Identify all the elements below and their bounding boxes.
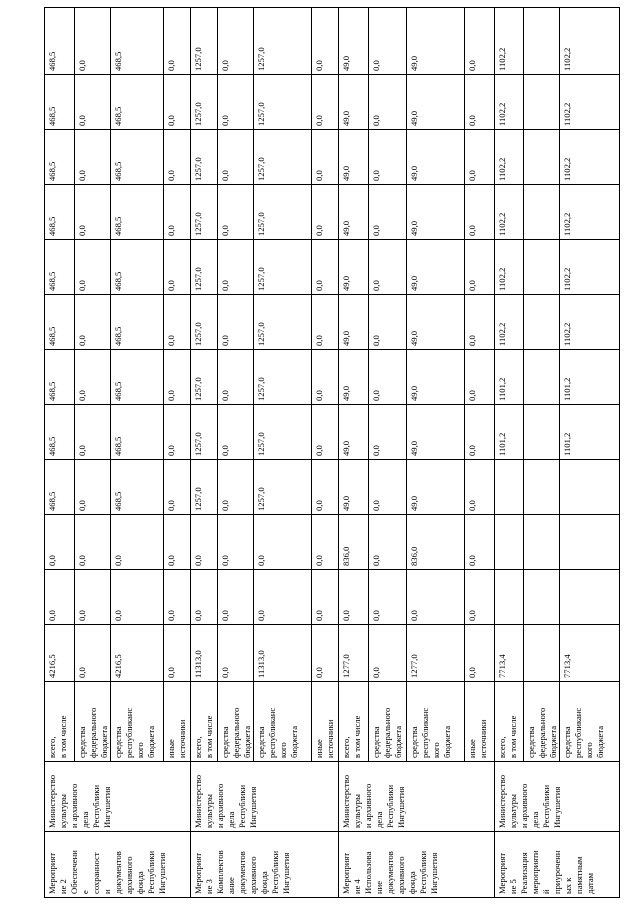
funding-source-cell [164,682,191,762]
amount-cell: 49,0 [339,130,369,185]
amount-cell [524,240,560,295]
amount-cell: 1277,0 [339,625,369,682]
amount-cell: 0,0 [369,240,407,295]
funding-source-cell [495,682,524,762]
funding-source-cell [75,682,111,762]
amount-cell: 0,0 [312,8,339,75]
amount-cell: 49,0 [339,185,369,240]
amount-cell: 0,0 [111,515,164,570]
amount-cell: 0,0 [339,570,369,625]
amount-cell: 0,0 [465,240,495,295]
amount-cell: 49,0 [339,295,369,350]
amount-cell: 468,5 [111,295,164,350]
amount-cell: 0,0 [75,350,111,405]
amount-cell: 1257,0 [191,460,218,515]
measure-name: Мероприят ие 2 Обеспечени e сохранност и документов архивного фонда Республики Ингушетия [47,850,167,894]
amount-cell: 4216,5 [45,625,75,682]
amount-cell: 468,5 [111,75,164,130]
measure-name-cell [339,832,495,898]
amount-cell: 468,5 [45,75,75,130]
amount-cell: 0,0 [218,295,254,350]
amount-cell: 1257,0 [191,405,218,460]
amount-cell: 7713,4 [495,625,524,682]
amount-cell [524,8,560,75]
funding-source: средства федерального бюджета [371,707,403,758]
amount-cell: 0,0 [75,75,111,130]
funding-source: всего, в том числе [193,715,214,758]
table-row [495,8,524,898]
executor-name: Министерство культуры и архивного дела Республики Ингушетия [193,775,258,828]
amount-cell: 1257,0 [254,405,312,460]
amount-cell [524,405,560,460]
amount-cell: 0,0 [218,75,254,130]
amount-cell: 0,0 [369,185,407,240]
executor-name: Министерство культуры и архивного дела Республики Ингушетия [47,775,112,828]
amount-cell: 0,0 [164,295,191,350]
amount-cell [495,515,524,570]
amount-cell: 0,0 [164,240,191,295]
funding-source: иные источники [166,719,187,758]
amount-cell: 836,0 [407,515,465,570]
amount-cell: 49,0 [407,75,465,130]
funding-source-cell [45,682,75,762]
amount-cell: 1102,2 [560,185,620,240]
amount-cell [495,570,524,625]
amount-cell: 0,0 [191,570,218,625]
amount-cell: 0,0 [465,75,495,130]
amount-cell: 1257,0 [191,130,218,185]
amount-cell: 0,0 [218,185,254,240]
amount-cell: 0,0 [75,515,111,570]
amount-cell: 0,0 [465,515,495,570]
amount-cell: 1102,2 [560,295,620,350]
funding-source: средства республиканс кого бюджета [409,707,452,758]
amount-cell: 0,0 [465,405,495,460]
amount-cell: 0,0 [465,185,495,240]
amount-cell: 0,0 [369,75,407,130]
funding-source-cell [465,682,495,762]
amount-cell: 0,0 [312,240,339,295]
amount-cell: 1257,0 [191,240,218,295]
amount-cell: 0,0 [369,8,407,75]
amount-cell: 0,0 [369,405,407,460]
measure-name-cell [495,832,620,898]
amount-cell: 1101,2 [495,405,524,460]
amount-cell: 1257,0 [254,8,312,75]
amount-cell: 0,0 [111,570,164,625]
amount-cell: 1257,0 [254,185,312,240]
amount-cell: 1102,2 [560,8,620,75]
executor-name: Министерство культуры и архивного дела Республики Ингушетия [497,775,562,828]
amount-cell: 0,0 [164,75,191,130]
amount-cell: 0,0 [254,515,312,570]
amount-cell: 0,0 [407,570,465,625]
amount-cell: 468,5 [45,405,75,460]
funding-source: средства республиканс кого бюджета [113,707,156,758]
amount-cell: 0,0 [164,460,191,515]
amount-cell: 468,5 [111,240,164,295]
amount-cell: 0,0 [218,8,254,75]
funding-source: средства республиканс кого бюджета [562,707,605,758]
amount-cell: 11313,0 [191,625,218,682]
amount-cell: 1102,2 [495,8,524,75]
amount-cell [524,185,560,240]
amount-cell: 1102,2 [495,295,524,350]
measure-name-cell [45,832,191,898]
amount-cell: 1257,0 [254,240,312,295]
amount-cell: 4216,5 [111,625,164,682]
amount-cell: 0,0 [191,515,218,570]
amount-cell: 0,0 [254,570,312,625]
amount-cell: 1102,2 [495,75,524,130]
amount-cell: 0,0 [75,8,111,75]
funding-source-cell [111,682,164,762]
amount-cell [524,75,560,130]
amount-cell: 1277,0 [407,625,465,682]
amount-cell: 0,0 [312,405,339,460]
amount-cell: 1257,0 [191,8,218,75]
measure-name: Мероприят ие 5 Реализация мероприяти й приуроченн ых к памятным датам [497,850,595,894]
amount-cell: 0,0 [369,625,407,682]
amount-cell: 0,0 [164,625,191,682]
amount-cell: 49,0 [407,460,465,515]
funding-source: иные источники [314,719,335,758]
table-row [45,8,75,898]
amount-cell: 0,0 [218,405,254,460]
measure-name: Мероприят ие 4 Использова ние документов архивного фонда Республики Ингушетия [341,850,439,894]
amount-cell: 1102,2 [495,185,524,240]
amount-cell: 0,0 [312,75,339,130]
amount-cell: 0,0 [369,130,407,185]
amount-cell: 0,0 [312,515,339,570]
amount-cell: 468,5 [111,185,164,240]
amount-cell: 0,0 [218,460,254,515]
amount-cell [524,295,560,350]
amount-cell: 49,0 [407,185,465,240]
amount-cell: 0,0 [164,130,191,185]
amount-cell: 468,5 [111,350,164,405]
amount-cell: 0,0 [218,350,254,405]
amount-cell [524,350,560,405]
amount-cell: 1102,2 [495,240,524,295]
executor-cell [191,762,339,832]
amount-cell: 468,5 [45,460,75,515]
amount-cell: 1257,0 [254,350,312,405]
executor-cell [45,762,191,832]
amount-cell: 49,0 [339,8,369,75]
amount-cell: 49,0 [407,8,465,75]
amount-cell: 0,0 [164,570,191,625]
amount-cell: 1101,2 [560,350,620,405]
executor-name: Министерство культуры и архивного дела Республики Ингушетия [341,775,406,828]
amount-cell: 836,0 [339,515,369,570]
funding-source-cell [560,682,620,762]
amount-cell: 11313,0 [254,625,312,682]
amount-cell: 0,0 [75,130,111,185]
amount-cell: 0,0 [465,350,495,405]
funding-source-cell [339,682,369,762]
amount-cell: 0,0 [164,350,191,405]
amount-cell: 0,0 [75,240,111,295]
budget-table [44,7,620,898]
amount-cell: 49,0 [407,130,465,185]
amount-cell: 0,0 [45,515,75,570]
amount-cell: 468,5 [45,240,75,295]
amount-cell: 0,0 [465,570,495,625]
amount-cell: 1257,0 [254,460,312,515]
amount-cell: 49,0 [407,405,465,460]
measure-name-cell [191,832,339,898]
amount-cell: 7713,4 [560,625,620,682]
amount-cell: 468,5 [45,130,75,185]
funding-source-cell [407,682,465,762]
funding-source-cell [218,682,254,762]
amount-cell [560,460,620,515]
amount-cell: 0,0 [75,460,111,515]
amount-cell: 0,0 [218,570,254,625]
amount-cell: 0,0 [369,350,407,405]
funding-source-cell [369,682,407,762]
amount-cell: 1257,0 [254,75,312,130]
amount-cell [524,460,560,515]
amount-cell: 1257,0 [191,185,218,240]
amount-cell: 0,0 [218,515,254,570]
amount-cell [524,570,560,625]
executor-cell [339,762,495,832]
amount-cell: 0,0 [312,185,339,240]
amount-cell: 0,0 [45,570,75,625]
amount-cell [560,515,620,570]
amount-cell: 0,0 [312,295,339,350]
amount-cell: 468,5 [45,8,75,75]
executor-cell [495,762,620,832]
amount-cell: 0,0 [465,8,495,75]
amount-cell: 1257,0 [191,295,218,350]
amount-cell: 0,0 [75,185,111,240]
amount-cell: 0,0 [164,185,191,240]
amount-cell: 0,0 [164,405,191,460]
amount-cell [560,570,620,625]
funding-source: всего, в том числе [341,715,362,758]
amount-cell: 49,0 [407,295,465,350]
funding-source: всего, в том числе [497,715,518,758]
funding-source: иные источники [467,719,488,758]
amount-cell: 1257,0 [191,350,218,405]
amount-cell: 1101,2 [495,350,524,405]
amount-cell: 49,0 [339,75,369,130]
amount-cell: 0,0 [75,405,111,460]
funding-source-cell [191,682,218,762]
amount-cell: 0,0 [218,130,254,185]
amount-cell: 0,0 [312,350,339,405]
amount-cell: 0,0 [369,570,407,625]
amount-cell: 468,5 [111,130,164,185]
amount-cell: 1102,2 [560,75,620,130]
amount-cell: 0,0 [75,625,111,682]
amount-cell: 49,0 [339,460,369,515]
measure-name: Мероприят ие 3 Комплектов ание документов архивного фонда Республики Ингушетия [193,850,291,894]
amount-cell: 0,0 [218,240,254,295]
amount-cell: 468,5 [111,8,164,75]
amount-cell: 0,0 [369,460,407,515]
amount-cell: 0,0 [369,515,407,570]
amount-cell: 468,5 [111,405,164,460]
amount-cell: 0,0 [465,295,495,350]
amount-cell: 0,0 [75,295,111,350]
amount-cell: 468,5 [45,185,75,240]
amount-cell: 468,5 [45,350,75,405]
amount-cell [524,625,560,682]
amount-cell [524,515,560,570]
funding-source: средства федерального бюджета [526,707,558,758]
amount-cell: 0,0 [312,130,339,185]
funding-source: средства федерального бюджета [77,707,109,758]
amount-cell: 1102,2 [495,130,524,185]
amount-cell: 1257,0 [254,295,312,350]
amount-cell [524,130,560,185]
amount-cell: 0,0 [369,295,407,350]
amount-cell: 0,0 [465,625,495,682]
amount-cell: 49,0 [407,350,465,405]
amount-cell: 0,0 [465,460,495,515]
amount-cell: 0,0 [312,570,339,625]
amount-cell: 468,5 [111,460,164,515]
funding-source-cell [312,682,339,762]
amount-cell: 0,0 [465,130,495,185]
funding-source-cell [524,682,560,762]
funding-source: всего, в том числе [47,715,68,758]
rotated-document-page [44,13,605,898]
table-row [191,8,218,898]
amount-cell: 49,0 [407,240,465,295]
amount-cell: 1102,2 [560,240,620,295]
amount-cell: 0,0 [75,570,111,625]
amount-cell: 1101,2 [560,405,620,460]
amount-cell: 0,0 [312,460,339,515]
amount-cell: 49,0 [339,350,369,405]
amount-cell: 0,0 [218,625,254,682]
amount-cell: 468,5 [45,295,75,350]
amount-cell: 49,0 [339,240,369,295]
amount-cell: 0,0 [312,625,339,682]
table-row [339,8,369,898]
amount-cell: 1257,0 [254,130,312,185]
amount-cell: 0,0 [164,8,191,75]
funding-source: средства федерального бюджета [220,707,252,758]
amount-cell [495,460,524,515]
funding-source: средства республиканс кого бюджета [256,707,299,758]
amount-cell: 49,0 [339,405,369,460]
amount-cell: 0,0 [164,515,191,570]
funding-source-cell [254,682,312,762]
amount-cell: 1257,0 [191,75,218,130]
amount-cell: 1102,2 [560,130,620,185]
